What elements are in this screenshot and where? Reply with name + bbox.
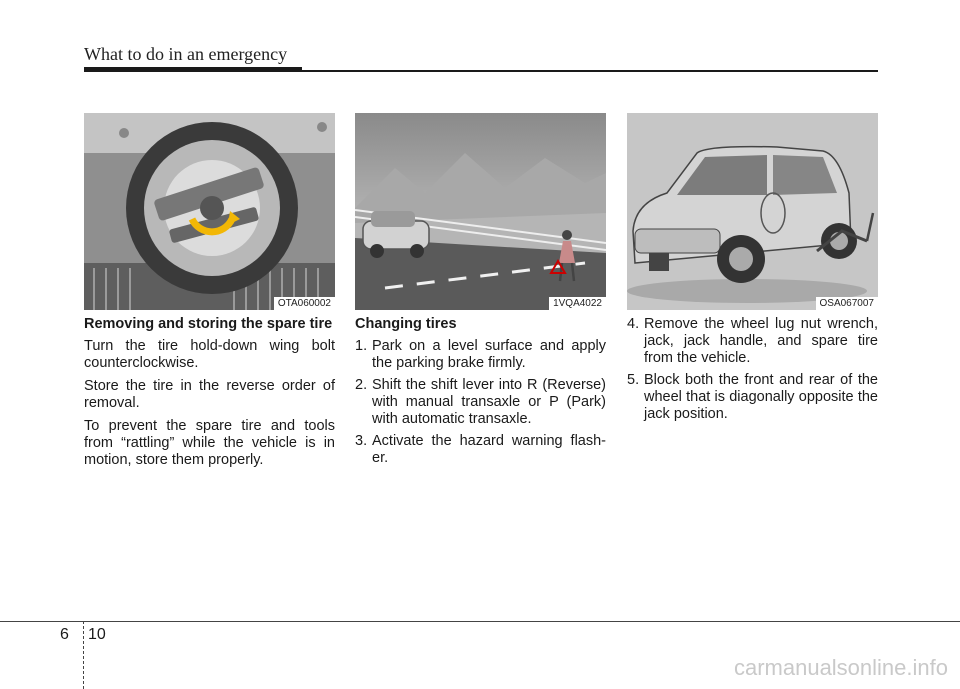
figure-roadside [355, 113, 606, 310]
column-changing-tires-continued [627, 316, 878, 428]
step-item [627, 316, 878, 367]
section-heading: Changing tires [355, 316, 457, 332]
step-text: Remove the wheel lug nut wrench, jack, jack handle, and spare tire from the vehicle. [644, 316, 878, 366]
page-header-title: What to do in an emergency [84, 44, 288, 64]
step-text: Park on a level surface and apply the parking brake firmly. [372, 338, 606, 371]
figure-code-label: OSA067007 [816, 297, 879, 310]
step-text: Block both the front and rear of the wheel that is diagonally opposite the jack position. [644, 372, 878, 422]
step-text: Activate the hazard warning flash-er. [372, 433, 606, 466]
column-removing-storing [84, 316, 335, 475]
step-text: Shift the shift lever into R (Reverse) with manual transaxle or P (Park) with automatic transaxle. [372, 377, 606, 427]
figure-code-label: OTA060002 [274, 297, 335, 310]
paragraph: Turn the tire hold-down wing bolt counterclockwise. [84, 338, 335, 371]
header-rule-thin [84, 70, 878, 72]
step-item [355, 377, 606, 428]
page-number: 10 [88, 626, 106, 643]
roadside-illustration [355, 113, 606, 310]
figure-code-label: 1VQA4022 [549, 297, 606, 310]
step-item [627, 372, 878, 423]
step-number: 2. [355, 377, 368, 393]
hatchback-jack-illustration [627, 113, 878, 310]
step-item [355, 338, 606, 372]
paragraph: Store the tire in the reverse order of removal. [84, 378, 335, 411]
footer-divider [83, 621, 84, 689]
step-number: 3. [355, 433, 368, 449]
footer-rule [0, 621, 960, 622]
section-heading: Removing and storing the spare tire [84, 316, 333, 332]
column-changing-tires [355, 316, 606, 472]
step-number: 5. [627, 372, 640, 388]
paragraph: To prevent the spare tire and tools from “rattling” while the vehicle is in motion, store them properly. [84, 418, 335, 468]
figure-spare-tire [84, 113, 335, 310]
spare-tire-illustration [84, 113, 335, 310]
step-number: 1. [355, 338, 368, 354]
step-item [355, 433, 606, 467]
chapter-number: 6 [60, 626, 69, 643]
figure-jack-position [627, 113, 878, 310]
step-number: 4. [627, 316, 640, 332]
watermark: carmanualsonline.info [733, 655, 948, 680]
